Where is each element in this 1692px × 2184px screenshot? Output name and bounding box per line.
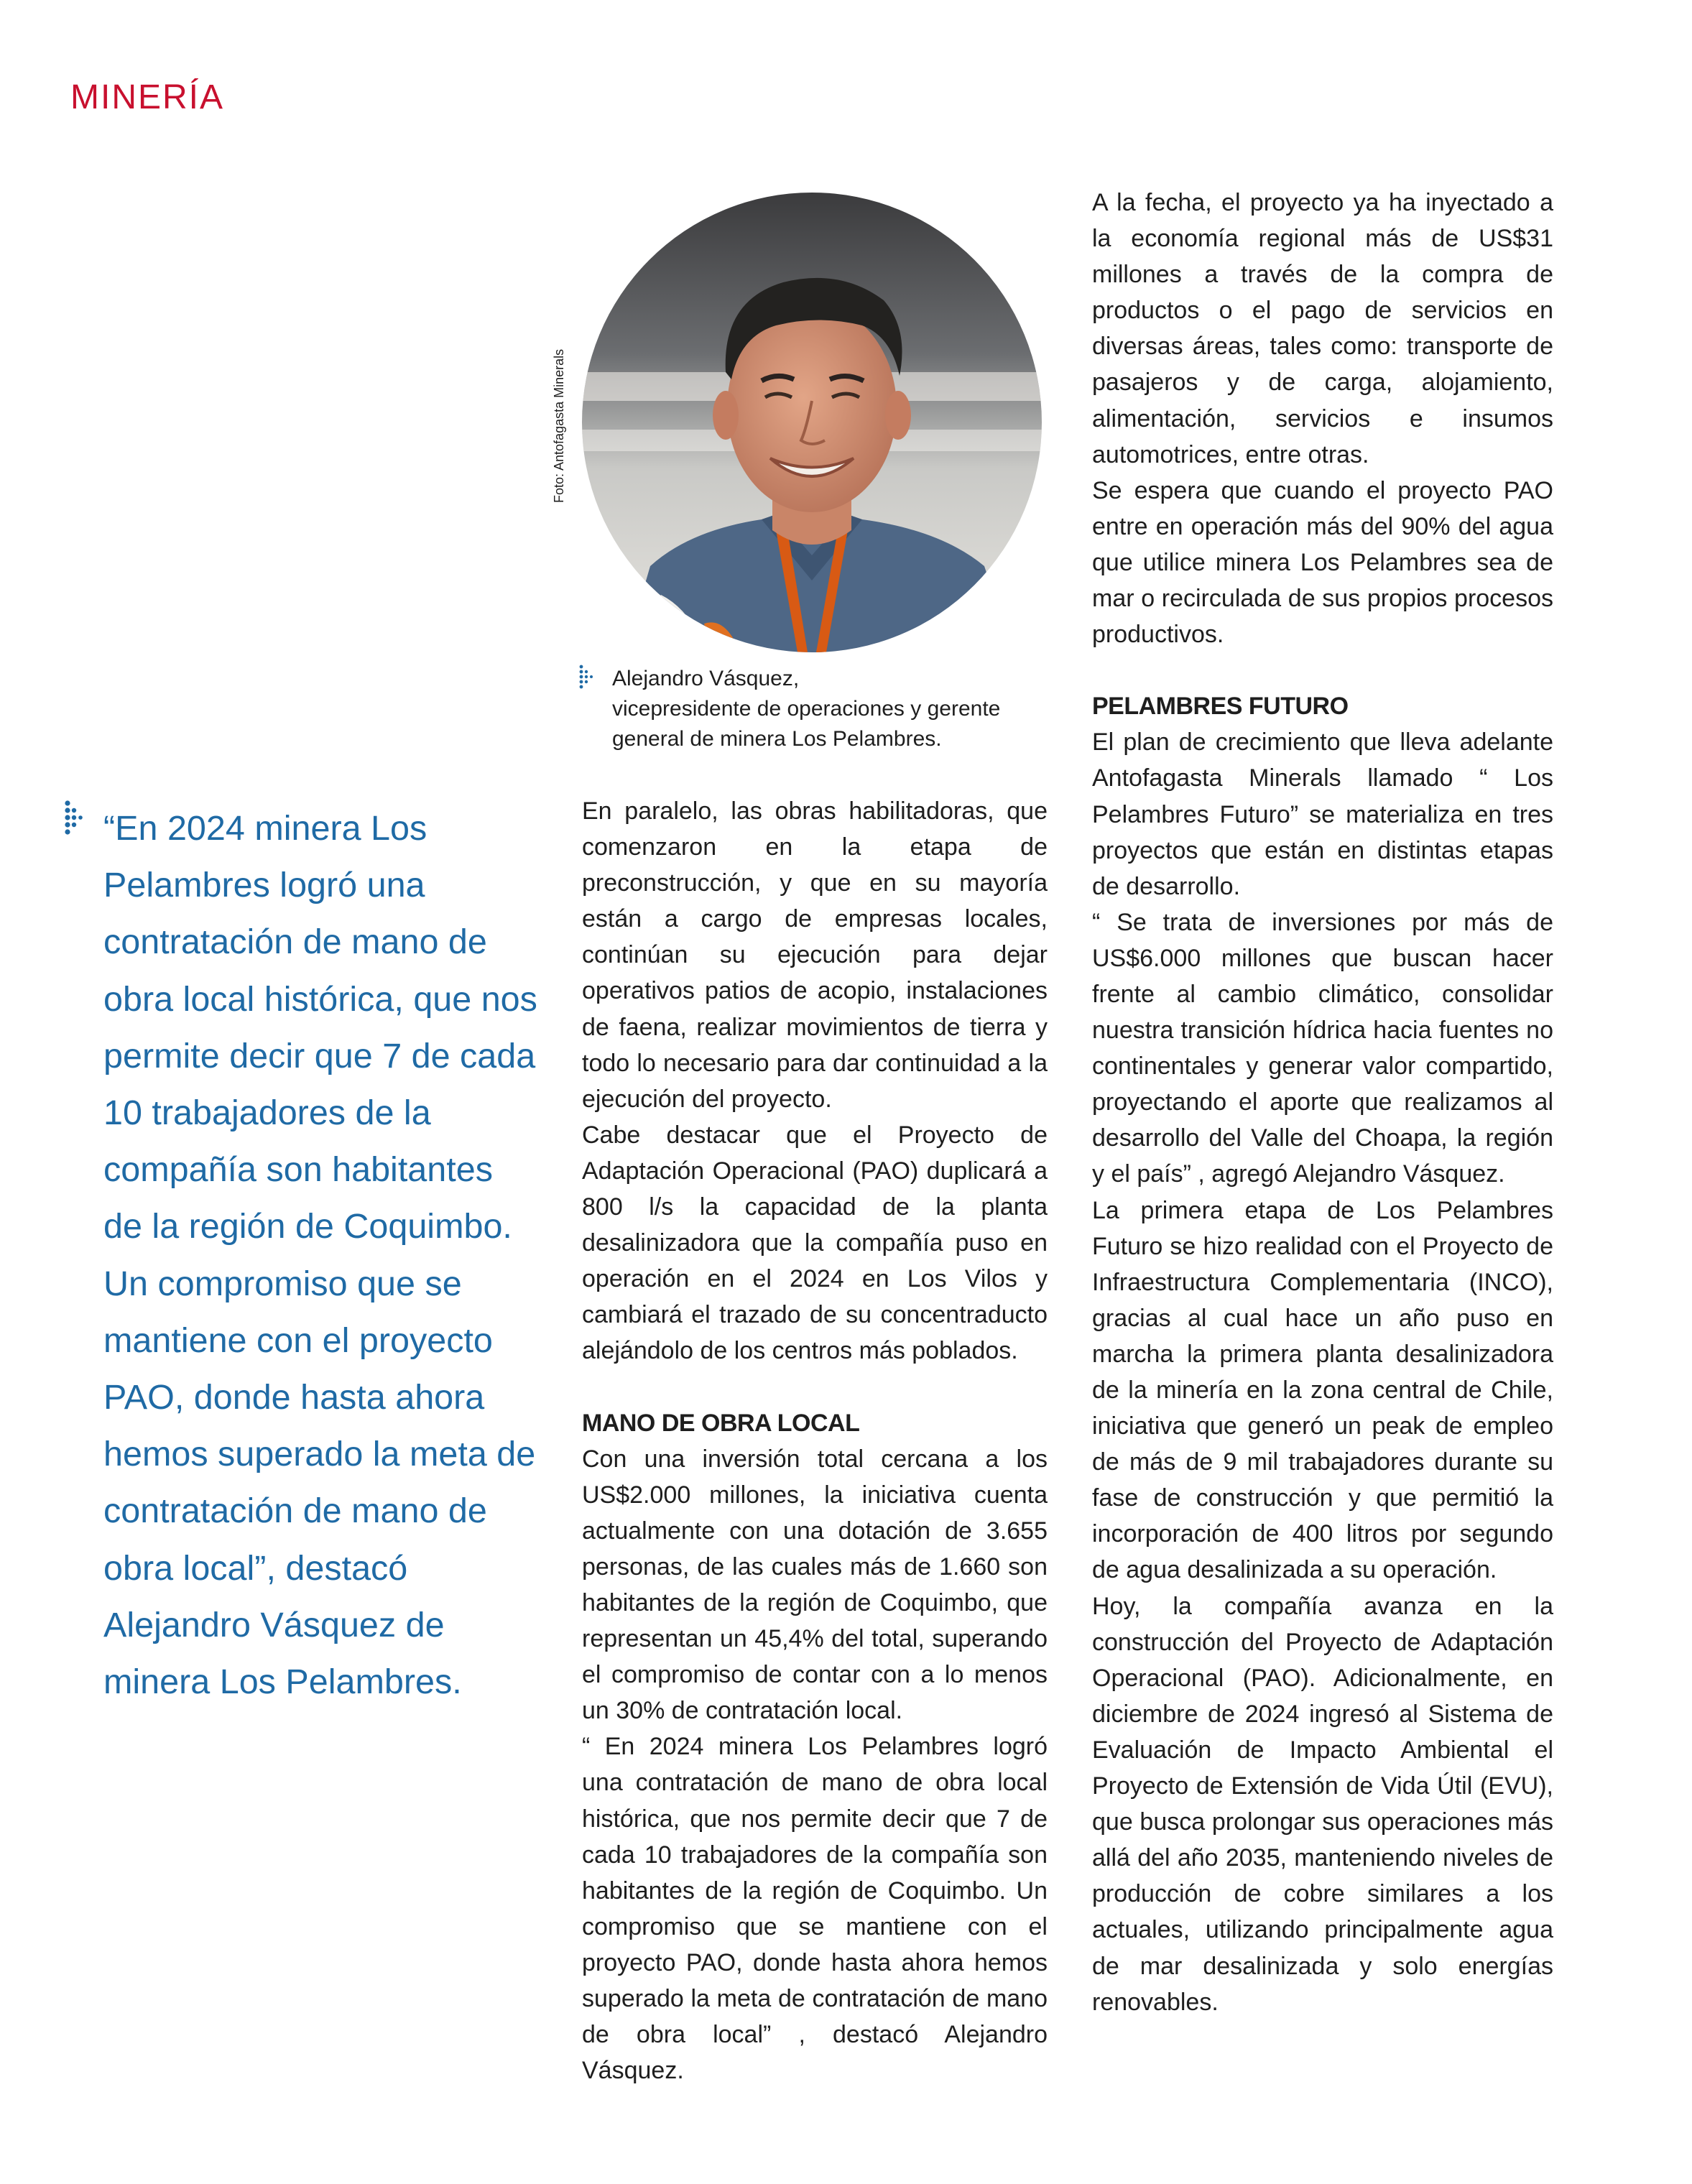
section-label: MINERÍA bbox=[70, 78, 225, 116]
section-heading: MANO DE OBRA LOCAL bbox=[582, 1409, 860, 1437]
paragraph: Con una inversión total cercana a los US$2.000 millones, la iniciativa cuenta actualmente con una dotación de 3.655 personas, de las cuales más de 1.660 son habitantes de la región de Coquimbo, que representan un 45,4% del total, superando el compromiso de contar con a lo menos un 30% de contratación local. bbox=[582, 1445, 1048, 1725]
paragraph: La primera etapa de Los Pelambres Futuro se hizo realidad con el Proyecto de Infraestructura Complementaria (INCO), gracias al cual hace un año puso en marcha la primera planta desalinizadora de la minería en la zona central de Chile, iniciativa que generó un peak de empleo de más de 9 mil trabajadores durante su fase de construcción y que permitió la incorporación de 400 litros por segundo de agua desalinizada a su operación. bbox=[1092, 1196, 1553, 1584]
paragraph: El plan de crecimiento que lleva adelante Antofagasta Minerals llamado “ Los Pelambres Futuro” se materializa en tres proyectos que están en distintas etapas de desarrollo. bbox=[1092, 728, 1553, 900]
paragraph: Se espera que cuando el proyecto PAO entre en operación más del 90% del agua que utilice minera Los Pelambres sea de mar o recirculada de sus propios procesos productivos. bbox=[1092, 476, 1553, 649]
section-heading: PELAMBRES FUTURO bbox=[1092, 693, 1349, 721]
caption-name: Alejandro Vásquez, bbox=[612, 667, 800, 690]
photo-credit: Foto: Antofagasta Minerals bbox=[552, 348, 566, 503]
right-column bbox=[1092, 185, 1553, 2020]
paragraph: Hoy, la compañía avanza en la construcción del Proyecto de Adaptación Operacional (PAO). Adicionalmente, en diciembre de 2024 ingresó al Sistema de Evaluación de Impacto Ambiental el Proyecto de Extensión de Vida Útil (EVU), que busca prolongar sus operaciones más allá del año 2035, manteniendo niveles de producción de cobre similares a los actuales, utilizando principalmente agua de mar desalinizada y solo energías renovables. bbox=[1092, 1592, 1553, 2016]
caption-role: vicepresidente de operaciones y gerente general de minera Los Pelambres. bbox=[612, 697, 1001, 751]
middle-column bbox=[582, 793, 1048, 2088]
photo-caption bbox=[579, 664, 1053, 754]
paragraph: “ Se trata de inversiones por más de US$6.000 millones que buscan hacer frente al cambio climático, consolidar nuestra transición hídrica hacia fuentes no continentales y generar valor compartido, proyectando el aporte que realizamos al desarrollo del Valle del Choapa, la región y el país” , agregó Alejandro Vásquez. bbox=[1092, 908, 1553, 1188]
paragraph: En paralelo, las obras habilitadoras, que comenzaron en la etapa de preconstrucción, y que en su mayoría están a cargo de empresas locales, continúan su ejecución para dejar operativos patios de acopio, instalaciones de faena, realizar movimientos de tierra y todo lo necesario para dar continuidad a la ejecución del proyecto. bbox=[582, 797, 1048, 1113]
dot-bullet-icon bbox=[579, 664, 593, 690]
paragraph: “ En 2024 minera Los Pelambres logró una contratación de mano de obra local histórica, que nos permite decir que 7 de cada 10 trabajadores de la compañía son habitantes de la región de Coquimbo. Un compromiso que se mantiene con el proyecto PAO, donde hasta ahora hemos superado la meta de contratación de mano de obra local” , destacó Alejandro Vásquez. bbox=[582, 1733, 1048, 2085]
dot-bullet-icon bbox=[65, 799, 83, 842]
pull-quote-text: “En 2024 minera Los Pelambres logró una contratación de mano de obra local histórica, que nos permite decir que 7 de cada 10 trabajadores de la compañía son habitantes de la región de Coquimbo. Un compromiso que se mantiene con el proyecto PAO, donde hasta ahora hemos superado la meta de contratación de mano de obra local”, destacó Alejandro Vásquez de minera Los Pelambres. bbox=[103, 809, 537, 1702]
portrait-photo bbox=[582, 193, 1042, 652]
paragraph: Cabe destacar que el Proyecto de Adaptación Operacional (PAO) duplicará a 800 l/s la capacidad de la planta desalinizadora que la compañía puso en operación en el 2024 en Los Vilos y cambiará el trazado de su concentraducto alejándolo de los centros más poblados. bbox=[582, 1121, 1048, 1365]
paragraph: A la fecha, el proyecto ya ha inyectado a la economía regional más de US$31 millones a través de la compra de productos o el pago de servicios en diversas áreas, tales como: transporte de pasajeros y de carga, alojamiento, alimentación, servicios e insumos automotrices, entre otras. bbox=[1092, 189, 1553, 468]
pull-quote bbox=[65, 799, 539, 1711]
